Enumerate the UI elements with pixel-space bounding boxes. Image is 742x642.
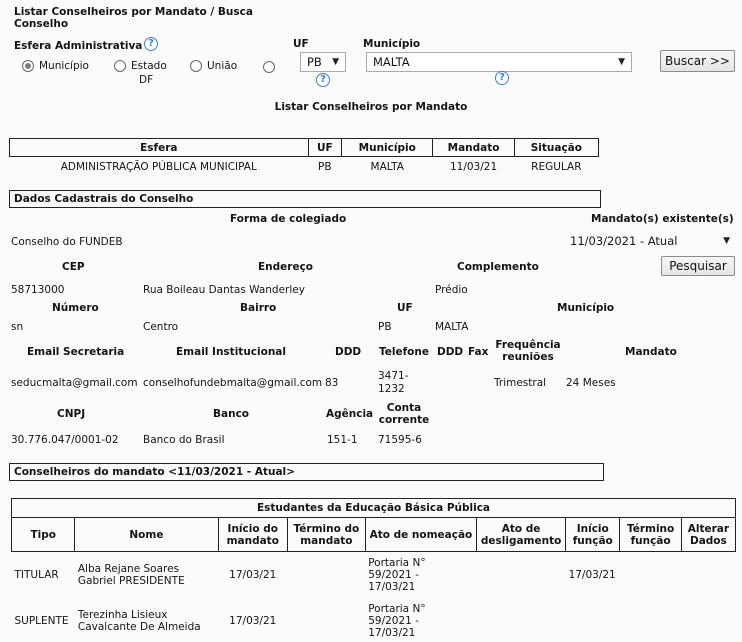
municipio-data-label: Município bbox=[557, 302, 615, 314]
col-inicio-funcao-line2: função bbox=[572, 534, 613, 547]
cell-nome-line1: Terezinha Lisieux bbox=[77, 608, 168, 621]
radio-municipio[interactable] bbox=[22, 60, 89, 72]
radio-uniao-label: União bbox=[207, 60, 238, 72]
cnpj-label: CNPJ bbox=[57, 408, 86, 420]
cell-tipo: SUPLENTE bbox=[14, 614, 69, 627]
pesquisar-button[interactable]: Pesquisar bbox=[661, 256, 735, 276]
endereco-value: Rua Boileau Dantas Wanderley bbox=[143, 284, 305, 296]
radio-df-label: DF bbox=[139, 74, 154, 86]
radio-estado-dot[interactable] bbox=[114, 60, 126, 72]
col-inicio-mandato-line1: Início do bbox=[227, 522, 278, 535]
ddd-value: 83 bbox=[325, 377, 339, 389]
frequencia-label bbox=[490, 339, 566, 363]
agencia-label: Agência bbox=[326, 408, 374, 420]
cell-inicio-funcao bbox=[566, 598, 620, 642]
cell-ato-line1: Portaria N° bbox=[368, 602, 426, 615]
col-ato-nomeacao: Ato de nomeação bbox=[365, 518, 476, 552]
esfera-label: Esfera Administrativa bbox=[14, 40, 143, 52]
frequencia-label-line1: Frequência bbox=[495, 339, 561, 351]
bairro-value: Centro bbox=[143, 321, 179, 333]
municipio-help-icon[interactable]: ? bbox=[495, 71, 509, 85]
cell-esfera: ADMINISTRAÇÃO PÚBLICA MUNICIPAL bbox=[60, 160, 257, 173]
conselheiros-header: Conselheiros do mandato <11/03/2021 - Atual> bbox=[9, 463, 604, 481]
cell-tipo: TITULAR bbox=[14, 568, 59, 581]
cell-ato-nomeacao bbox=[365, 598, 476, 642]
col-ato-desligamento-line2: desligamento bbox=[480, 534, 562, 547]
chevron-down-icon: ▼ bbox=[723, 236, 730, 246]
col-ato-desligamento-line1: Ato de bbox=[501, 522, 541, 535]
cell-ato-nomeacao bbox=[365, 552, 476, 598]
cell-termino-funcao bbox=[620, 552, 681, 598]
conselheiros-header-row bbox=[12, 518, 736, 552]
dados-cadastrais-header: Dados Cadastrais do Conselho bbox=[9, 190, 601, 208]
cell-nome bbox=[75, 552, 218, 598]
radio-municipio-label: Município bbox=[39, 60, 89, 72]
uf-help-icon[interactable]: ? bbox=[316, 73, 330, 87]
endereco-label: Endereço bbox=[258, 261, 314, 273]
cell-ato-desligamento bbox=[477, 598, 566, 642]
cell-situacao: REGULAR bbox=[531, 160, 582, 173]
telefone-value-line2: 1232 bbox=[378, 383, 405, 395]
ddd-fax-label: DDD bbox=[437, 346, 464, 358]
chevron-down-icon: ▼ bbox=[332, 57, 339, 67]
col-esfera: Esfera bbox=[10, 139, 309, 157]
cell-inicio-mandato: 17/03/21 bbox=[229, 614, 277, 627]
col-nome: Nome bbox=[75, 518, 218, 552]
uf-select-value: PB bbox=[307, 55, 322, 69]
complemento-label: Complemento bbox=[457, 261, 539, 273]
cell-uf: PB bbox=[318, 160, 332, 173]
cep-label: CEP bbox=[62, 261, 85, 273]
radio-uniao[interactable] bbox=[190, 60, 237, 72]
cell-inicio-funcao: 17/03/21 bbox=[568, 568, 616, 581]
forma-label: Forma de colegiado bbox=[230, 213, 347, 225]
agencia-value: 151-1 bbox=[327, 434, 358, 446]
cell-ato-line1: Portaria N° bbox=[368, 556, 426, 569]
cell-alterar-dados[interactable] bbox=[681, 598, 735, 642]
numero-label: Número bbox=[52, 302, 99, 314]
table-row[interactable] bbox=[10, 157, 599, 177]
radio-df-dot[interactable] bbox=[263, 61, 275, 73]
table-row[interactable] bbox=[12, 598, 736, 642]
cep-value: 58713000 bbox=[11, 284, 65, 296]
col-uf: UF bbox=[308, 139, 342, 157]
col-inicio-mandato-line2: mandato bbox=[226, 534, 279, 547]
telefone-label: Telefone bbox=[379, 346, 429, 358]
mandato-select-value: 11/03/2021 - Atual bbox=[570, 234, 678, 248]
col-termino-mandato-line1: Término do bbox=[293, 522, 360, 535]
cell-ato-line3: 17/03/21 bbox=[368, 580, 416, 593]
uf-data-label: UF bbox=[397, 302, 413, 314]
cell-nome-line2: Gabriel PRESIDENTE bbox=[77, 574, 185, 587]
chevron-down-icon: ▼ bbox=[618, 57, 625, 67]
radio-estado-label: Estado bbox=[131, 60, 167, 72]
cell-ato-line3: 17/03/21 bbox=[368, 626, 416, 639]
ddd-label: DDD bbox=[335, 346, 362, 358]
telefone-value-line1: 3471- bbox=[378, 370, 409, 382]
col-inicio-funcao bbox=[566, 518, 620, 552]
cell-termino-mandato bbox=[288, 598, 366, 642]
banco-label: Banco bbox=[213, 408, 250, 420]
email-inst-value[interactable]: conselhofundebmalta@gmail.com bbox=[143, 377, 323, 389]
conta-label-line2: corrente bbox=[378, 414, 430, 426]
segment-row bbox=[12, 499, 736, 518]
email-inst-label: Email Institucional bbox=[176, 346, 286, 358]
telefone-value bbox=[378, 370, 409, 396]
radio-municipio-dot[interactable] bbox=[22, 60, 34, 72]
buscar-button[interactable]: Buscar >> bbox=[660, 50, 735, 72]
col-tipo: Tipo bbox=[12, 518, 75, 552]
summary-header-row bbox=[10, 139, 599, 157]
municipio-select[interactable] bbox=[366, 52, 632, 72]
uf-select[interactable] bbox=[300, 52, 346, 72]
table-row[interactable] bbox=[12, 552, 736, 598]
col-inicio-mandato bbox=[218, 518, 288, 552]
cell-alterar-dados[interactable] bbox=[681, 552, 735, 598]
cell-mandato: 11/03/21 bbox=[449, 160, 498, 173]
esfera-help-icon[interactable]: ? bbox=[144, 37, 158, 51]
municipio-data-value: MALTA bbox=[435, 321, 469, 333]
cell-municipio: MALTA bbox=[370, 160, 404, 173]
cell-nome bbox=[75, 598, 218, 642]
col-termino-funcao-line2: função bbox=[630, 534, 671, 547]
list-heading: Listar Conselheiros por Mandato bbox=[274, 101, 468, 113]
page-title: Listar Conselheiros por Mandato / Busca Conselho bbox=[14, 6, 253, 30]
col-alterar-dados-line2: Dados bbox=[689, 534, 727, 547]
mandato-data-label: Mandato bbox=[625, 346, 677, 358]
mandatos-label: Mandato(s) existente(s) bbox=[591, 213, 734, 225]
fax-label: Fax bbox=[468, 346, 489, 358]
cell-ato-desligamento bbox=[477, 552, 566, 598]
conta-label bbox=[376, 402, 432, 426]
uf-data-value: PB bbox=[378, 321, 392, 333]
email-sec-value[interactable]: seducmalta@gmail.com bbox=[11, 377, 138, 389]
conta-value: 71595-6 bbox=[378, 434, 422, 446]
cell-ato-line2: 59/2021 - bbox=[368, 614, 419, 627]
mandato-data-value: 24 Meses bbox=[566, 377, 616, 389]
cell-inicio-mandato: 17/03/21 bbox=[229, 568, 277, 581]
forma-value: Conselho do FUNDEB bbox=[11, 236, 123, 248]
complemento-value: Prédio bbox=[435, 284, 468, 296]
col-termino-mandato-line2: mandato bbox=[300, 534, 353, 547]
col-mandato: Mandato bbox=[433, 139, 514, 157]
col-situacao: Situação bbox=[514, 139, 598, 157]
col-alterar-dados-line1: Alterar bbox=[687, 522, 730, 535]
conselheiros-table bbox=[11, 498, 736, 642]
col-ato-desligamento bbox=[477, 518, 566, 552]
cell-nome-line2: Cavalcante De Almeida bbox=[77, 620, 201, 633]
col-alterar-dados bbox=[681, 518, 735, 552]
banco-value: Banco do Brasil bbox=[143, 434, 225, 446]
uf-label: UF bbox=[293, 38, 309, 50]
municipio-label: Município bbox=[363, 38, 421, 50]
col-inicio-funcao-line1: Início bbox=[576, 522, 609, 535]
col-termino-funcao-line1: Término bbox=[626, 522, 675, 535]
segment-title: Estudantes da Educação Básica Pública bbox=[12, 499, 736, 518]
cnpj-value: 30.776.047/0001-02 bbox=[11, 434, 119, 446]
col-termino-funcao bbox=[620, 518, 681, 552]
col-termino-mandato bbox=[288, 518, 366, 552]
cell-nome-line1: Alba Rejane Soares bbox=[77, 562, 180, 575]
email-sec-label: Email Secretaria bbox=[27, 346, 125, 358]
bairro-label: Bairro bbox=[240, 302, 277, 314]
cell-termino-mandato bbox=[288, 552, 366, 598]
conta-label-line1: Conta bbox=[386, 402, 422, 414]
mandato-select[interactable] bbox=[564, 231, 736, 251]
summary-table bbox=[9, 138, 599, 177]
numero-value: sn bbox=[11, 321, 24, 333]
frequencia-label-line2: reuniões bbox=[502, 351, 554, 363]
col-municipio: Município bbox=[342, 139, 433, 157]
cell-ato-line2: 59/2021 - bbox=[368, 568, 419, 581]
radio-estado[interactable] bbox=[114, 60, 167, 72]
municipio-select-value: MALTA bbox=[373, 55, 410, 69]
radio-uniao-dot[interactable] bbox=[190, 60, 202, 72]
cell-termino-funcao bbox=[620, 598, 681, 642]
frequencia-value: Trimestral bbox=[494, 377, 547, 389]
